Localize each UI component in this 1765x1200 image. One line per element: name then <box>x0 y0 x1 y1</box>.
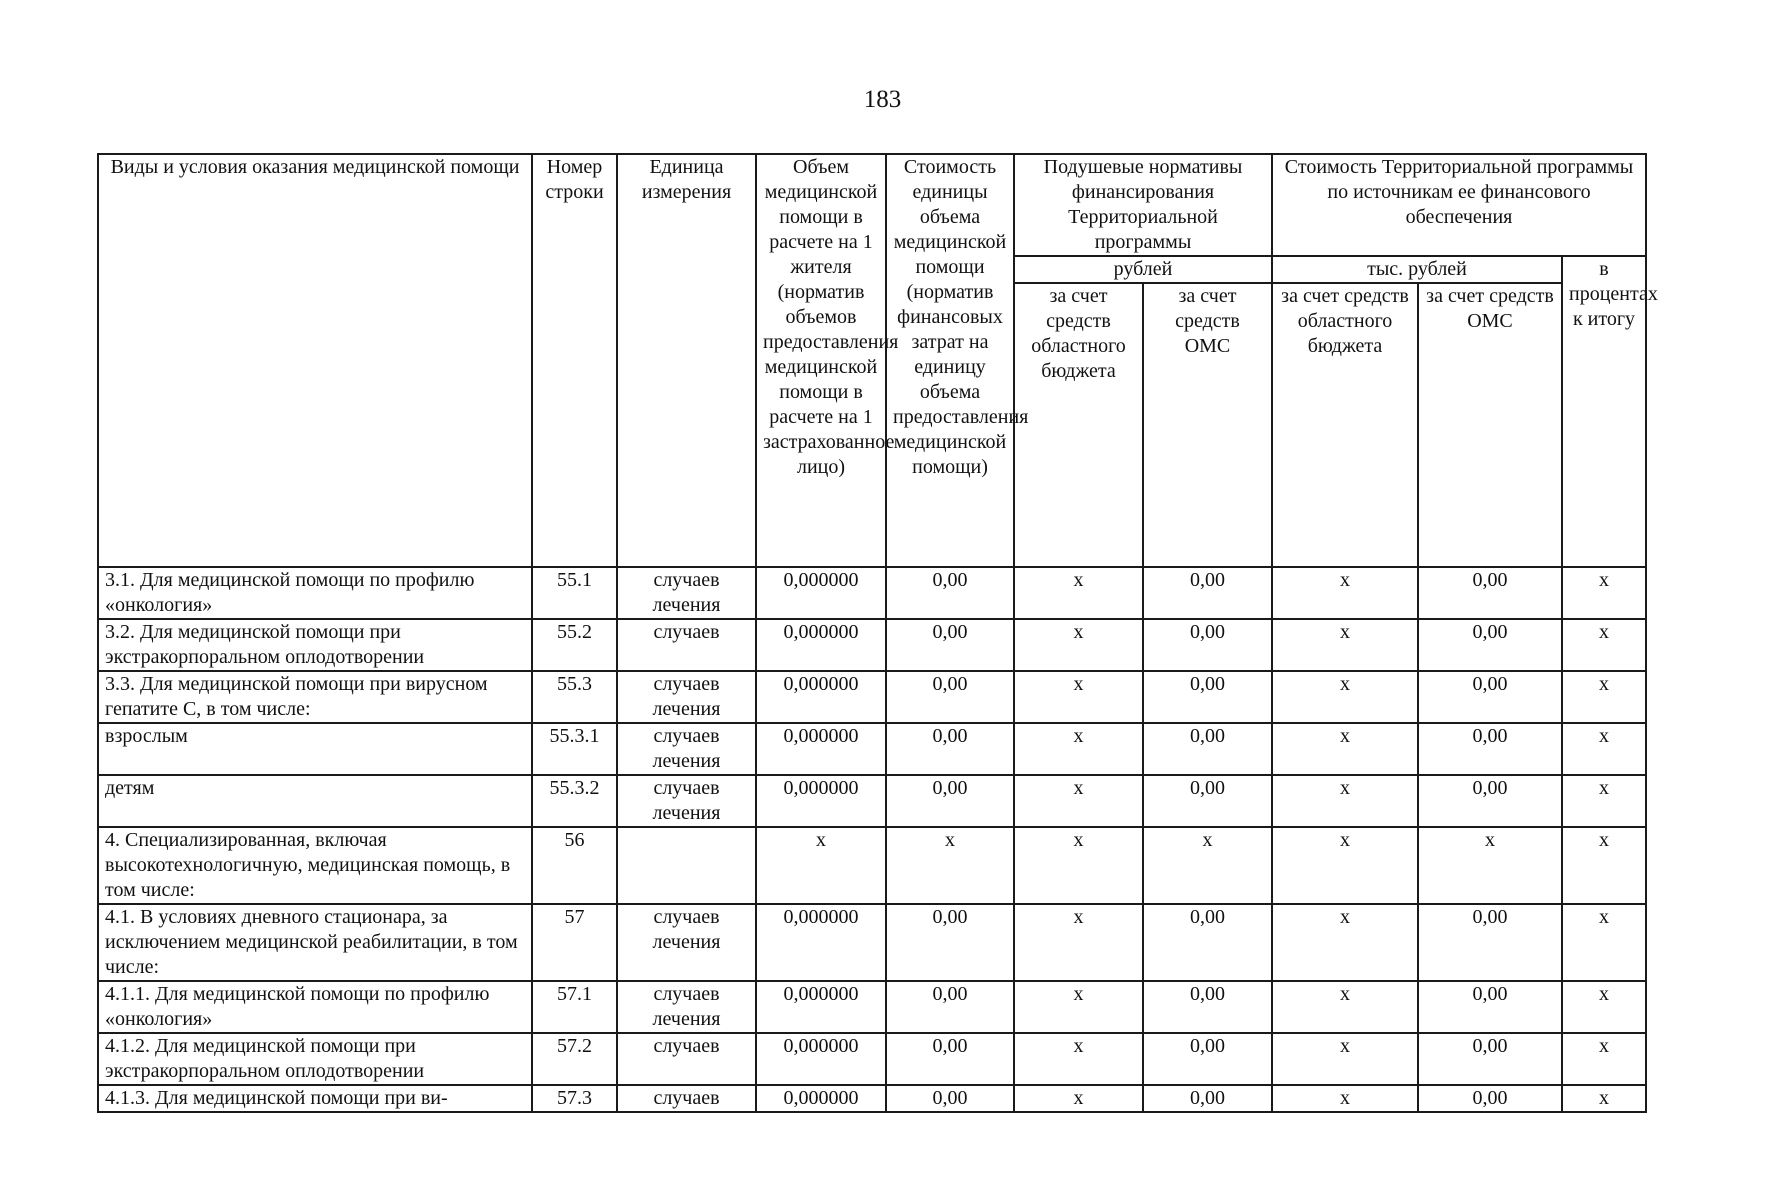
cell-cost: 0,00 <box>886 723 1014 775</box>
cell-pc-oms: 0,00 <box>1143 723 1272 775</box>
cell-row-number: 55.3 <box>532 671 617 723</box>
header-unit: Единица измерения <box>617 154 756 567</box>
cell-unit: случаев лечения <box>617 723 756 775</box>
table-header <box>98 154 1658 567</box>
cell-percent: х <box>1562 723 1646 775</box>
cell-pc-budget: х <box>1014 981 1143 1033</box>
cell-total-oms: х <box>1418 827 1562 904</box>
cell-cost: 0,00 <box>886 775 1014 827</box>
cell-volume: 0,000000 <box>756 904 886 981</box>
cell-pc-oms: 0,00 <box>1143 619 1272 671</box>
cell-total-budget: х <box>1272 827 1418 904</box>
cell-row-number: 57.3 <box>532 1085 617 1112</box>
cell-total-budget: х <box>1272 723 1418 775</box>
header-pc-oms: за счет средств ОМС <box>1143 283 1272 567</box>
cell-name: 3.3. Для медицинской помощи при вирусном гепатите С, в том числе: <box>98 671 532 723</box>
cell-row-number: 55.3.2 <box>532 775 617 827</box>
cell-total-budget: х <box>1272 619 1418 671</box>
cell-cost: 0,00 <box>886 1033 1014 1085</box>
cell-total-budget: х <box>1272 567 1418 619</box>
table-row <box>98 775 1646 827</box>
cell-pc-budget: х <box>1014 1033 1143 1085</box>
table-row <box>98 904 1646 981</box>
cell-pc-oms: 0,00 <box>1143 1033 1272 1085</box>
cell-pc-budget: х <box>1014 1085 1143 1112</box>
cell-pc-oms: 0,00 <box>1143 775 1272 827</box>
cell-volume: 0,000000 <box>756 671 886 723</box>
cell-volume: 0,000000 <box>756 567 886 619</box>
cell-total-oms: 0,00 <box>1418 981 1562 1033</box>
cell-total-oms: 0,00 <box>1418 904 1562 981</box>
cell-name: 4.1.2. Для медицинской помощи при экстракорпоральном оплодотворении <box>98 1033 532 1085</box>
header-pc-budget: за счет средств областного бюджета <box>1014 283 1143 567</box>
cell-total-budget: х <box>1272 1085 1418 1112</box>
cell-unit: случаев <box>617 619 756 671</box>
header-percent: в процентах к итогу <box>1562 256 1646 567</box>
cell-row-number: 55.1 <box>532 567 617 619</box>
cell-total-oms: 0,00 <box>1418 567 1562 619</box>
cell-volume: 0,000000 <box>756 619 886 671</box>
cell-unit: случаев <box>617 1033 756 1085</box>
cell-pc-budget: х <box>1014 904 1143 981</box>
cell-cost: 0,00 <box>886 567 1014 619</box>
cell-cost: 0,00 <box>886 981 1014 1033</box>
header-type: Виды и условия оказания медицинской помощи <box>98 154 532 567</box>
cell-volume: 0,000000 <box>756 775 886 827</box>
cell-total-oms: 0,00 <box>1418 775 1562 827</box>
cell-pc-budget: х <box>1014 567 1143 619</box>
cell-name: 4.1. В условиях дневного стационара, за исключением медицинской реабилитации, в том числе: <box>98 904 532 981</box>
cell-percent: х <box>1562 1085 1646 1112</box>
cell-cost: 0,00 <box>886 904 1014 981</box>
cell-pc-budget: х <box>1014 775 1143 827</box>
table-row <box>98 619 1646 671</box>
cell-pc-oms: 0,00 <box>1143 567 1272 619</box>
header-volume: Объем медицинской помощи в расчете на 1 жителя (норматив объемов предоставления медицинской помощи в расчете на 1 застрахованное лицо) <box>756 154 886 567</box>
cell-name: детям <box>98 775 532 827</box>
cell-percent: х <box>1562 775 1646 827</box>
cell-percent: х <box>1562 619 1646 671</box>
cell-pc-oms: 0,00 <box>1143 671 1272 723</box>
cell-cost: 0,00 <box>886 1085 1014 1112</box>
cell-percent: х <box>1562 904 1646 981</box>
cell-unit: случаев <box>617 1085 756 1112</box>
cell-pc-oms: х <box>1143 827 1272 904</box>
cell-row-number: 57.2 <box>532 1033 617 1085</box>
cell-row-number: 56 <box>532 827 617 904</box>
table-body <box>98 567 1646 1112</box>
cell-total-budget: х <box>1272 671 1418 723</box>
cell-percent: х <box>1562 981 1646 1033</box>
cell-total-budget: х <box>1272 1033 1418 1085</box>
cell-volume: 0,000000 <box>756 1033 886 1085</box>
cell-pc-oms: 0,00 <box>1143 981 1272 1033</box>
header-total-oms: за счет средств ОМС <box>1418 283 1562 567</box>
header-per-capita-group: Подушевые нормативы финансирования Территориальной программы <box>1014 154 1272 256</box>
cell-total-oms: 0,00 <box>1418 723 1562 775</box>
header-row-number: Номер строки <box>532 154 617 567</box>
cell-pc-budget: х <box>1014 723 1143 775</box>
cell-pc-budget: х <box>1014 619 1143 671</box>
cell-volume: 0,000000 <box>756 723 886 775</box>
cell-unit: случаев лечения <box>617 567 756 619</box>
cell-unit <box>617 827 756 904</box>
cell-volume: 0,000000 <box>756 1085 886 1112</box>
cell-volume: х <box>756 827 886 904</box>
financing-table <box>97 153 1658 1113</box>
cell-name: 3.1. Для медицинской помощи по профилю «онкология» <box>98 567 532 619</box>
table-row <box>98 671 1646 723</box>
cell-unit: случаев лечения <box>617 981 756 1033</box>
header-per-capita-unit: рублей <box>1014 256 1272 283</box>
cell-cost: 0,00 <box>886 671 1014 723</box>
header-cost: Стоимость единицы объема медицинской помощи (норматив финансовых затрат на единицу объема предоставления медицинской помощи) <box>886 154 1014 567</box>
cell-total-oms: 0,00 <box>1418 671 1562 723</box>
cell-cost: х <box>886 827 1014 904</box>
header-total-group: Стоимость Территориальной программы по источникам ее финансового обеспечения <box>1272 154 1646 256</box>
cell-percent: х <box>1562 827 1646 904</box>
table-row <box>98 1033 1646 1085</box>
cell-total-budget: х <box>1272 904 1418 981</box>
cell-name: 4. Специализированная, включая высокотехнологичную, медицинская помощь, в том числе: <box>98 827 532 904</box>
header-total-unit: тыс. рублей <box>1272 256 1562 283</box>
cell-unit: случаев лечения <box>617 775 756 827</box>
header-total-budget: за счет средств областного бюджета <box>1272 283 1418 567</box>
cell-row-number: 57.1 <box>532 981 617 1033</box>
cell-unit: случаев лечения <box>617 671 756 723</box>
page-number: 183 <box>863 86 902 113</box>
cell-percent: х <box>1562 1033 1646 1085</box>
cell-row-number: 57 <box>532 904 617 981</box>
table-row <box>98 827 1646 904</box>
cell-row-number: 55.2 <box>532 619 617 671</box>
cell-unit: случаев лечения <box>617 904 756 981</box>
cell-total-budget: х <box>1272 981 1418 1033</box>
cell-percent: х <box>1562 567 1646 619</box>
cell-row-number: 55.3.1 <box>532 723 617 775</box>
table-row <box>98 567 1646 619</box>
cell-pc-oms: 0,00 <box>1143 904 1272 981</box>
cell-total-oms: 0,00 <box>1418 1085 1562 1112</box>
cell-total-oms: 0,00 <box>1418 1033 1562 1085</box>
table-row <box>98 981 1646 1033</box>
cell-percent: х <box>1562 671 1646 723</box>
cell-name: 4.1.3. Для медицинской помощи при ви- <box>98 1085 532 1112</box>
cell-volume: 0,000000 <box>756 981 886 1033</box>
cell-cost: 0,00 <box>886 619 1014 671</box>
financing-table-container <box>97 153 1658 1113</box>
table-row <box>98 1085 1646 1112</box>
cell-total-oms: 0,00 <box>1418 619 1562 671</box>
cell-name: 4.1.1. Для медицинской помощи по профилю «онкология» <box>98 981 532 1033</box>
cell-pc-oms: 0,00 <box>1143 1085 1272 1112</box>
cell-name: 3.2. Для медицинской помощи при экстракорпоральном оплодотворении <box>98 619 532 671</box>
cell-pc-budget: х <box>1014 671 1143 723</box>
table-row <box>98 723 1646 775</box>
cell-total-budget: х <box>1272 775 1418 827</box>
cell-name: взрослым <box>98 723 532 775</box>
cell-pc-budget: х <box>1014 827 1143 904</box>
